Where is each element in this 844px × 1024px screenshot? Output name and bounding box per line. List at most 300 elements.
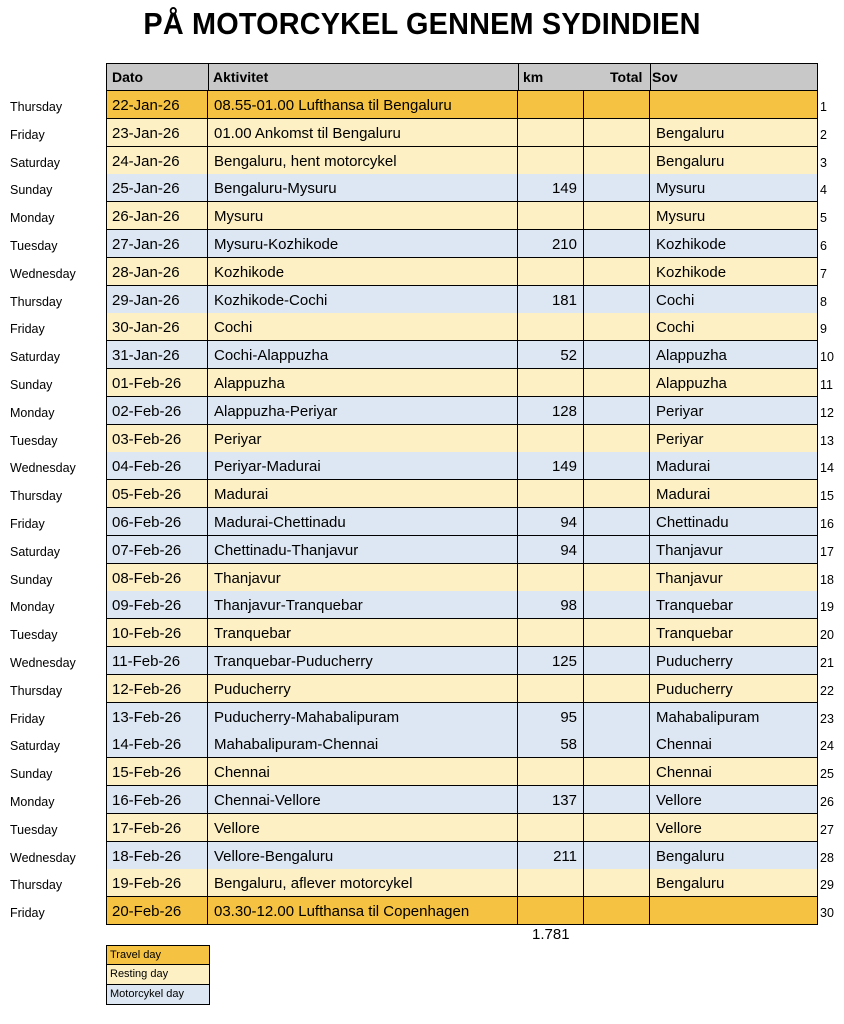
table-row <box>0 147 844 175</box>
date-value: 20-Feb-26 <box>112 903 182 921</box>
cell-act <box>208 758 518 786</box>
date-value: 05-Feb-26 <box>112 486 182 504</box>
cell-act <box>208 730 518 758</box>
activity-text: Chettinadu-Thanjavur <box>214 541 359 559</box>
weekday-label: Thursday <box>10 489 63 504</box>
activity-text: Kozhikode <box>214 263 285 281</box>
km-value: 94 <box>560 541 577 559</box>
cell-km <box>518 675 584 703</box>
cell-date <box>106 564 208 592</box>
cell-sov <box>650 425 818 453</box>
sleep-location: Bengaluru <box>656 152 725 170</box>
weekday-label: Wednesday <box>10 656 76 670</box>
cell-date <box>106 869 208 897</box>
day-number: 4 <box>820 183 827 198</box>
activity-text: Cochi <box>214 319 253 337</box>
weekday-label: Friday <box>10 711 45 726</box>
cell-tot <box>584 174 650 202</box>
legend-item-travel: Travel day <box>106 945 210 965</box>
cell-km <box>518 814 584 842</box>
cell-sov <box>650 230 818 258</box>
cell-sov <box>650 397 818 425</box>
table-row <box>0 397 844 425</box>
cell-sov <box>650 675 818 703</box>
cell-tot <box>584 397 650 425</box>
activity-text: Mysuru <box>214 208 264 226</box>
date-value: 16-Feb-26 <box>112 792 182 809</box>
cell-sov <box>650 91 818 119</box>
km-value: 94 <box>560 514 577 531</box>
weekday-label: Friday <box>10 322 45 337</box>
date-value: 24-Jan-26 <box>112 152 180 170</box>
weekday-label: Tuesday <box>10 822 58 837</box>
sleep-location: Periyar <box>656 430 704 448</box>
cell-sov <box>650 869 818 897</box>
cell-date <box>106 202 208 230</box>
cell-km <box>518 869 584 897</box>
day-number: 20 <box>820 628 834 643</box>
cell-date <box>106 480 208 508</box>
cell-sov <box>650 564 818 592</box>
activity-text: Kozhikode-Cochi <box>214 291 328 309</box>
weekday-label: Monday <box>10 405 55 420</box>
cell-km <box>518 564 584 592</box>
header-sov: Sov <box>652 69 678 85</box>
day-number: 24 <box>820 739 834 754</box>
day-number: 27 <box>820 822 834 837</box>
sleep-location: Kozhikode <box>656 263 727 281</box>
date-value: 23-Jan-26 <box>112 124 180 142</box>
activity-text: Vellore-Bengaluru <box>214 847 334 865</box>
cell-tot <box>584 814 650 842</box>
header-total: Total <box>610 69 643 85</box>
day-number: 17 <box>820 544 834 559</box>
day-number: 13 <box>820 433 834 448</box>
cell-tot <box>584 425 650 453</box>
table-row <box>0 842 844 870</box>
cell-km <box>518 258 584 286</box>
cell-km <box>518 147 584 175</box>
sleep-location: Chennai <box>656 736 712 754</box>
cell-km <box>518 91 584 119</box>
cell-tot <box>584 508 650 536</box>
table-row <box>0 174 844 202</box>
day-number: 15 <box>820 489 834 504</box>
activity-text: Bengaluru-Mysuru <box>214 180 337 198</box>
cell-tot <box>584 369 650 397</box>
cell-act <box>208 341 518 369</box>
date-value: 10-Feb-26 <box>112 625 182 643</box>
km-value: 149 <box>551 458 577 476</box>
table-row <box>0 536 844 564</box>
table-row <box>0 341 844 369</box>
cell-act <box>208 536 518 564</box>
date-value: 18-Feb-26 <box>112 847 182 865</box>
cell-tot <box>584 730 650 758</box>
weekday-label: Tuesday <box>10 433 58 448</box>
cell-date <box>106 91 208 119</box>
activity-text: Vellore <box>214 819 260 837</box>
day-number: 6 <box>820 239 827 253</box>
weekday-label: Tuesday <box>10 239 58 253</box>
cell-tot <box>584 647 650 675</box>
page-title: PÅ MOTORCYKEL GENNEM SYDINDIEN <box>143 6 701 41</box>
table-row <box>0 869 844 897</box>
day-number: 25 <box>820 767 834 782</box>
cell-km <box>518 286 584 314</box>
date-value: 07-Feb-26 <box>112 541 182 559</box>
cell-tot <box>584 147 650 175</box>
cell-tot <box>584 786 650 814</box>
date-value: 02-Feb-26 <box>112 402 182 420</box>
cell-date <box>106 313 208 341</box>
date-value: 29-Jan-26 <box>112 291 180 309</box>
sleep-location: Mysuru <box>656 180 706 198</box>
cell-sov <box>650 202 818 230</box>
cell-date <box>106 647 208 675</box>
weekday-label: Monday <box>10 795 55 809</box>
weekday-label: Thursday <box>10 878 63 893</box>
sleep-location: Vellore <box>656 792 702 809</box>
activity-text: Madurai <box>214 486 269 504</box>
day-number: 7 <box>820 266 827 281</box>
cell-tot <box>584 536 650 564</box>
weekday-label: Thursday <box>10 100 63 114</box>
weekday-label: Saturday <box>10 544 61 559</box>
cell-date <box>106 258 208 286</box>
cell-act <box>208 425 518 453</box>
table-row <box>0 675 844 703</box>
weekday-label: Thursday <box>10 294 63 309</box>
cell-sov <box>650 147 818 175</box>
sleep-location: Periyar <box>656 402 704 420</box>
date-value: 11-Feb-26 <box>112 653 181 670</box>
day-number: 18 <box>820 572 834 587</box>
cell-act <box>208 564 518 592</box>
cell-sov <box>650 508 818 536</box>
activity-text: Alappuzha <box>214 375 285 392</box>
cell-sov <box>650 591 818 619</box>
activity-text: 01.00 Ankomst til Bengaluru <box>214 124 401 142</box>
header-dato: Dato <box>112 69 144 85</box>
day-number: 14 <box>820 461 834 476</box>
weekday-label: Thursday <box>10 683 63 698</box>
table-row <box>0 452 844 480</box>
weekday-label: Wednesday <box>10 850 76 865</box>
cell-sov <box>650 786 818 814</box>
legend <box>106 945 210 1005</box>
day-number: 30 <box>820 906 834 921</box>
cell-sov <box>650 119 818 147</box>
weekday-label: Monday <box>10 600 55 615</box>
header-underline <box>106 90 818 91</box>
date-value: 25-Jan-26 <box>112 180 180 198</box>
cell-tot <box>584 286 650 314</box>
cell-tot <box>584 258 650 286</box>
sleep-location: Madurai <box>656 458 711 476</box>
date-value: 26-Jan-26 <box>112 208 180 226</box>
cell-act <box>208 591 518 619</box>
activity-text: Cochi-Alappuzha <box>214 347 329 365</box>
cell-sov <box>650 369 818 397</box>
sleep-location: Chettinadu <box>656 514 729 531</box>
weekday-label: Friday <box>10 517 45 531</box>
table-row <box>0 230 844 258</box>
cell-act <box>208 369 518 397</box>
cell-km <box>518 425 584 453</box>
weekday-label: Wednesday <box>10 461 76 476</box>
day-number: 2 <box>820 127 827 142</box>
cell-act <box>208 397 518 425</box>
cell-km <box>518 313 584 341</box>
activity-text: Periyar-Madurai <box>214 458 321 476</box>
day-number: 22 <box>820 683 834 698</box>
cell-tot <box>584 91 650 119</box>
sleep-location: Tranquebar <box>656 597 733 615</box>
cell-sov <box>650 703 818 731</box>
weekday-label: Wednesday <box>10 266 76 281</box>
cell-date <box>106 230 208 258</box>
sleep-location: Thanjavur <box>656 569 723 587</box>
cell-date <box>106 786 208 814</box>
date-value: 03-Feb-26 <box>112 430 182 448</box>
cell-km <box>518 619 584 647</box>
activity-text: Bengaluru, aflever motorcykel <box>214 875 413 893</box>
cell-sov <box>650 286 818 314</box>
cell-date <box>106 174 208 202</box>
header-divider <box>208 63 209 91</box>
cell-tot <box>584 202 650 230</box>
total-km: 1.781 <box>532 926 570 943</box>
cell-act <box>208 842 518 870</box>
day-number: 1 <box>820 100 827 114</box>
day-number: 21 <box>820 656 834 670</box>
cell-km <box>518 508 584 536</box>
cell-act <box>208 786 518 814</box>
cell-tot <box>584 452 650 480</box>
sleep-location: Cochi <box>656 291 695 309</box>
sleep-location: Mahabalipuram <box>656 708 760 726</box>
weekday-label: Sunday <box>10 572 53 587</box>
date-value: 19-Feb-26 <box>112 875 182 893</box>
weekday-label: Saturday <box>10 350 61 365</box>
table-row <box>0 758 844 786</box>
cell-km <box>518 647 584 675</box>
day-number: 28 <box>820 850 834 865</box>
weekday-label: Sunday <box>10 767 53 782</box>
activity-text: Tranquebar-Puducherry <box>214 653 373 670</box>
table-row <box>0 703 844 731</box>
table-header <box>106 63 818 91</box>
day-number: 11 <box>820 378 833 392</box>
header-divider <box>650 63 651 91</box>
weekday-label: Tuesday <box>10 628 58 643</box>
cell-km <box>518 397 584 425</box>
cell-km <box>518 842 584 870</box>
cell-date <box>106 814 208 842</box>
date-value: 28-Jan-26 <box>112 263 180 281</box>
km-value: 149 <box>551 180 577 198</box>
table-row <box>0 425 844 453</box>
date-value: 08-Feb-26 <box>112 569 182 587</box>
cell-date <box>106 619 208 647</box>
table-row <box>0 480 844 508</box>
sleep-location: Cochi <box>656 319 695 337</box>
cell-km <box>518 341 584 369</box>
sleep-location: Alappuzha <box>656 347 727 365</box>
km-value: 98 <box>560 597 577 615</box>
km-value: 125 <box>551 653 577 670</box>
activity-text: Puducherry-Mahabalipuram <box>214 708 400 726</box>
cell-tot <box>584 703 650 731</box>
activity-text: Periyar <box>214 430 262 448</box>
table-row <box>0 730 844 758</box>
date-value: 15-Feb-26 <box>112 764 182 782</box>
cell-sov <box>650 452 818 480</box>
cell-sov <box>650 758 818 786</box>
weekday-label: Sunday <box>10 378 53 392</box>
table-row <box>0 369 844 397</box>
cell-sov <box>650 313 818 341</box>
weekday-label: Monday <box>10 211 55 226</box>
legend-item-moto: Motorcykel day <box>106 985 210 1005</box>
cell-act <box>208 258 518 286</box>
cell-sov <box>650 536 818 564</box>
cell-date <box>106 286 208 314</box>
cell-km <box>518 591 584 619</box>
cell-act <box>208 119 518 147</box>
table-row <box>0 647 844 675</box>
table-row <box>0 619 844 647</box>
cell-sov <box>650 619 818 647</box>
sleep-location: Alappuzha <box>656 375 727 392</box>
cell-km <box>518 119 584 147</box>
table-row <box>0 119 844 147</box>
cell-act <box>208 147 518 175</box>
activity-text: Mahabalipuram-Chennai <box>214 736 379 754</box>
date-value: 31-Jan-26 <box>112 347 180 365</box>
cell-date <box>106 842 208 870</box>
cell-act <box>208 174 518 202</box>
day-number: 10 <box>820 350 834 365</box>
cell-date <box>106 425 208 453</box>
cell-act <box>208 703 518 731</box>
cell-tot <box>584 675 650 703</box>
date-value: 22-Jan-26 <box>112 97 180 114</box>
km-value: 95 <box>560 708 577 726</box>
km-value: 52 <box>560 347 577 365</box>
activity-text: Bengaluru, hent motorcykel <box>214 152 397 170</box>
cell-km <box>518 703 584 731</box>
cell-date <box>106 591 208 619</box>
date-value: 14-Feb-26 <box>112 736 182 754</box>
cell-km <box>518 452 584 480</box>
date-value: 06-Feb-26 <box>112 514 182 531</box>
cell-sov <box>650 897 818 925</box>
cell-tot <box>584 230 650 258</box>
sleep-location: Kozhikode <box>656 236 727 253</box>
cell-act <box>208 814 518 842</box>
date-value: 09-Feb-26 <box>112 597 182 615</box>
table-row <box>0 814 844 842</box>
day-number: 19 <box>820 600 834 615</box>
sleep-location: Bengaluru <box>656 124 725 142</box>
cell-act <box>208 647 518 675</box>
cell-sov <box>650 842 818 870</box>
cell-date <box>106 703 208 731</box>
cell-act <box>208 91 518 119</box>
table-row <box>0 591 844 619</box>
date-value: 30-Jan-26 <box>112 319 180 337</box>
cell-sov <box>650 174 818 202</box>
sleep-location: Bengaluru <box>656 847 725 865</box>
table-row <box>0 91 844 119</box>
cell-tot <box>584 842 650 870</box>
cell-km <box>518 536 584 564</box>
sleep-location: Chennai <box>656 764 712 782</box>
activity-text: Chennai-Vellore <box>214 792 321 809</box>
weekday-label: Saturday <box>10 155 61 170</box>
cell-tot <box>584 480 650 508</box>
cell-tot <box>584 897 650 925</box>
cell-act <box>208 202 518 230</box>
legend-item-rest: Resting day <box>106 965 210 985</box>
cell-sov <box>650 341 818 369</box>
activity-text: Alappuzha-Periyar <box>214 402 338 420</box>
cell-date <box>106 758 208 786</box>
cell-tot <box>584 591 650 619</box>
cell-km <box>518 897 584 925</box>
weekday-label: Saturday <box>10 739 61 754</box>
cell-sov <box>650 647 818 675</box>
table-row <box>0 508 844 536</box>
cell-km <box>518 174 584 202</box>
cell-km <box>518 758 584 786</box>
cell-act <box>208 286 518 314</box>
cell-tot <box>584 119 650 147</box>
cell-act <box>208 313 518 341</box>
sleep-location: Vellore <box>656 819 702 837</box>
cell-tot <box>584 564 650 592</box>
cell-date <box>106 536 208 564</box>
activity-text: Puducherry <box>214 680 291 698</box>
table-row <box>0 286 844 314</box>
cell-date <box>106 369 208 397</box>
cell-act <box>208 675 518 703</box>
cell-km <box>518 202 584 230</box>
date-value: 27-Jan-26 <box>112 236 180 253</box>
cell-tot <box>584 758 650 786</box>
weekday-label: Sunday <box>10 183 53 198</box>
sleep-location: Tranquebar <box>656 625 733 643</box>
sleep-location: Thanjavur <box>656 541 723 559</box>
activity-text: Thanjavur <box>214 569 281 587</box>
sleep-location: Mysuru <box>656 208 706 226</box>
day-number: 23 <box>820 711 834 726</box>
cell-date <box>106 147 208 175</box>
cell-sov <box>650 480 818 508</box>
sleep-location: Madurai <box>656 486 711 504</box>
day-number: 26 <box>820 795 834 809</box>
cell-tot <box>584 313 650 341</box>
day-number: 29 <box>820 878 834 893</box>
cell-date <box>106 452 208 480</box>
activity-text: Tranquebar <box>214 625 291 643</box>
cell-date <box>106 675 208 703</box>
cell-act <box>208 452 518 480</box>
sleep-location: Puducherry <box>656 653 733 670</box>
cell-sov <box>650 814 818 842</box>
